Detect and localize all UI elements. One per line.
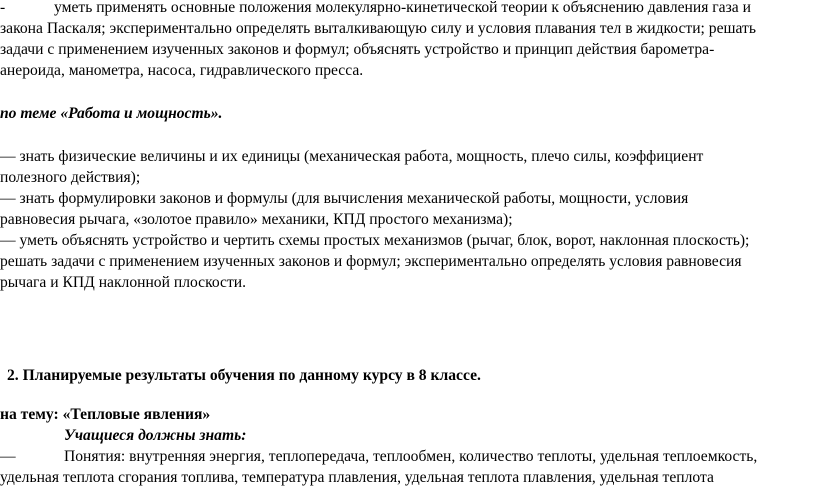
- paragraph-line: — знать формулировки законов и формулы (для вычисления механической работы, мощности, условия: [0, 190, 689, 207]
- paragraph-line: равновесия рычага, «золотое правило» механики, КПД простого механизма);: [0, 211, 513, 228]
- paragraph-line: [0, 0, 751, 18]
- paragraph-line: полезного действия);: [0, 169, 141, 186]
- list-marker: -: [0, 0, 6, 16]
- list-marker: —: [0, 448, 16, 465]
- paragraph-text: уметь применять основные положения молекулярно-кинетической теории к объяснению давления газа и: [54, 0, 751, 16]
- paragraph-line: — уметь объяснять устройство и чертить схемы простых механизмов (рычаг, блок, ворот, наклонная плоскость);: [0, 232, 750, 249]
- section-subheading: Учащиеся должны знать:: [64, 427, 247, 444]
- paragraph-line: — знать физические величины и их единицы (механическая работа, мощность, плечо силы, коэффициент: [0, 148, 704, 165]
- section-topic: на тему: «Тепловые явления»: [0, 406, 211, 423]
- section-heading: 2. Планируемые результаты обучения по данному курсу в 8 классе.: [7, 367, 481, 384]
- paragraph-line: задачи с применением изученных законов и формул; объяснять устройство и принцип действия барометра-: [0, 41, 715, 58]
- paragraph-text: Понятия: внутренняя энергия, теплопередача, теплообмен, количество теплоты, удельная теплоемкость,: [64, 448, 758, 465]
- paragraph-line: рычага и КПД наклонной плоскости.: [0, 274, 247, 291]
- paragraph-line: закона Паскаля; экспериментально определять выталкивающую силу и условия плавания тел в жидкости; решать: [0, 20, 756, 37]
- paragraph-line: удельная теплота сгорания топлива, температура плавления, удельная теплота плавления, удельная теплота: [0, 469, 714, 486]
- topic-heading: по теме «Работа и мощность».: [0, 105, 223, 122]
- paragraph-line: решать задачи с применением изученных законов и формул; экспериментально определять условия равновесия: [0, 253, 742, 270]
- paragraph-line: [0, 447, 757, 467]
- paragraph-line: анероида, манометра, насоса, гидравлического пресса.: [0, 62, 364, 79]
